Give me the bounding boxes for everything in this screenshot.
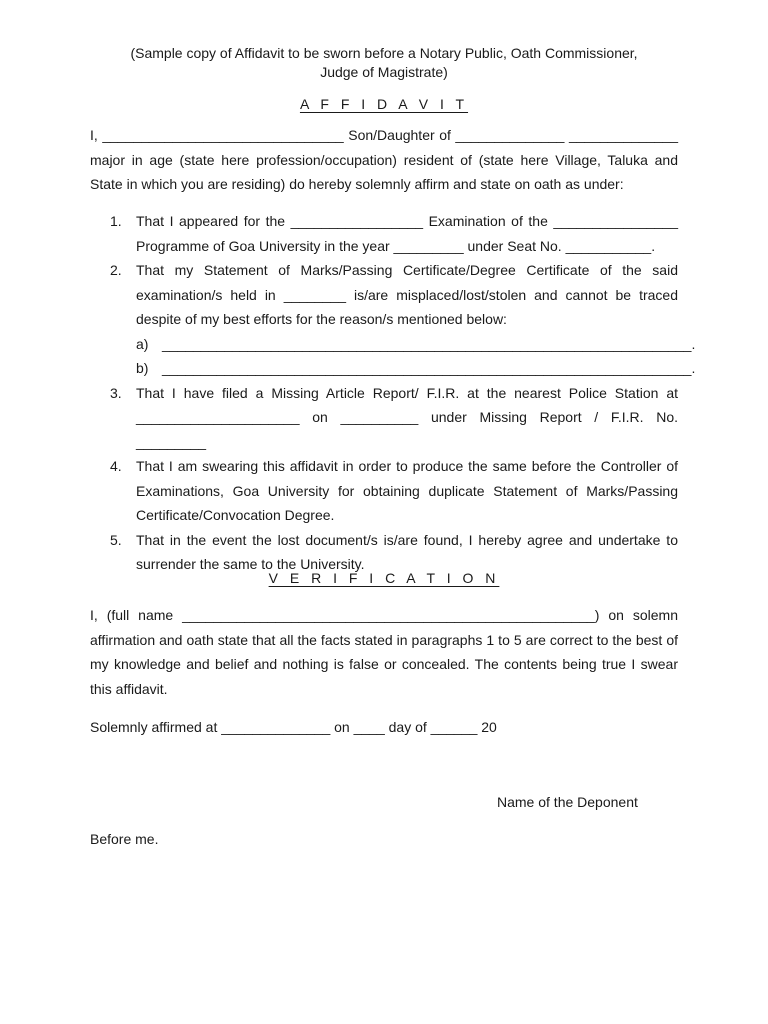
deponent-name-label: Name of the Deponent bbox=[497, 794, 638, 810]
affidavit-title bbox=[0, 96, 768, 112]
item-number: 2. bbox=[110, 262, 122, 278]
affidavit-title-text: A F F I D A V I T bbox=[299, 96, 469, 112]
reason-label: b) bbox=[136, 360, 149, 376]
list-item bbox=[110, 258, 696, 381]
verification-title-text: V E R I F I C A T I O N bbox=[268, 570, 500, 586]
item-text: That I appeared for the _________________ Examination of the ________________ Programme of Goa University in the year _________ under Seat No. ___________. bbox=[136, 213, 678, 254]
reason-label: a) bbox=[136, 335, 149, 352]
header-line-2: Judge of Magistrate) bbox=[320, 64, 448, 80]
before-me-label: Before me. bbox=[90, 831, 159, 847]
item-text: That I am swearing this affidavit in order to produce the same before the Controller of Examinations, Goa University for obtaining duplicate Statement of Marks/Passing Certificate/Convocation Degree. bbox=[136, 458, 678, 523]
item-number: 1. bbox=[110, 213, 122, 229]
document-header bbox=[0, 44, 768, 82]
item-number: 4. bbox=[110, 458, 122, 474]
list-item bbox=[110, 209, 678, 258]
header-line-1: (Sample copy of Affidavit to be sworn before a Notary Public, Oath Commissioner, bbox=[130, 45, 638, 61]
reason-blank: ____________________________________________________________________. bbox=[162, 360, 696, 376]
solemnly-affirmed-line: Solemnly affirmed at ______________ on ____ day of ______ 20 bbox=[90, 719, 497, 735]
item-number: 5. bbox=[110, 531, 122, 548]
statements-list bbox=[110, 209, 696, 577]
item-text: That in the event the lost document/s is/are found, I hereby agree and undertake to surrender the same to the University. bbox=[136, 531, 678, 572]
reason-blank: ____________________________________________________________________. bbox=[162, 335, 696, 352]
verification-paragraph: I, (full name _____________________________________________________) on solemn affirmation and oath state that all the facts stated in paragraphs 1 to 5 are correct to the best of my knowledge and belief and nothing is false or concealed. The contents being true I swear this affidavit. bbox=[90, 607, 678, 697]
list-item bbox=[110, 454, 678, 528]
verification-title bbox=[0, 570, 768, 586]
reason-line bbox=[136, 332, 696, 357]
list-item bbox=[110, 381, 678, 455]
item-text: That I have filed a Missing Article Report/ F.I.R. at the nearest Police Station at _____________________ on __________ under Missing Report / F.I.R. No. _________ bbox=[136, 384, 678, 450]
item-number: 3. bbox=[110, 384, 122, 401]
item-text: That my Statement of Marks/Passing Certificate/Degree Certificate of the said examination/s held in ________ is/are misplaced/lost/stolen and cannot be traced despite of my best efforts for the reason/s mentioned below: bbox=[136, 262, 678, 327]
reason-line bbox=[136, 356, 696, 381]
intro-paragraph: I, _______________________________ Son/Daughter of ______________ ______________ major in age (state here profession/occupation) resident of (state here Village, Taluka and State in which you are residing) do hereby solemnly affirm and state on oath as under: bbox=[90, 127, 678, 192]
